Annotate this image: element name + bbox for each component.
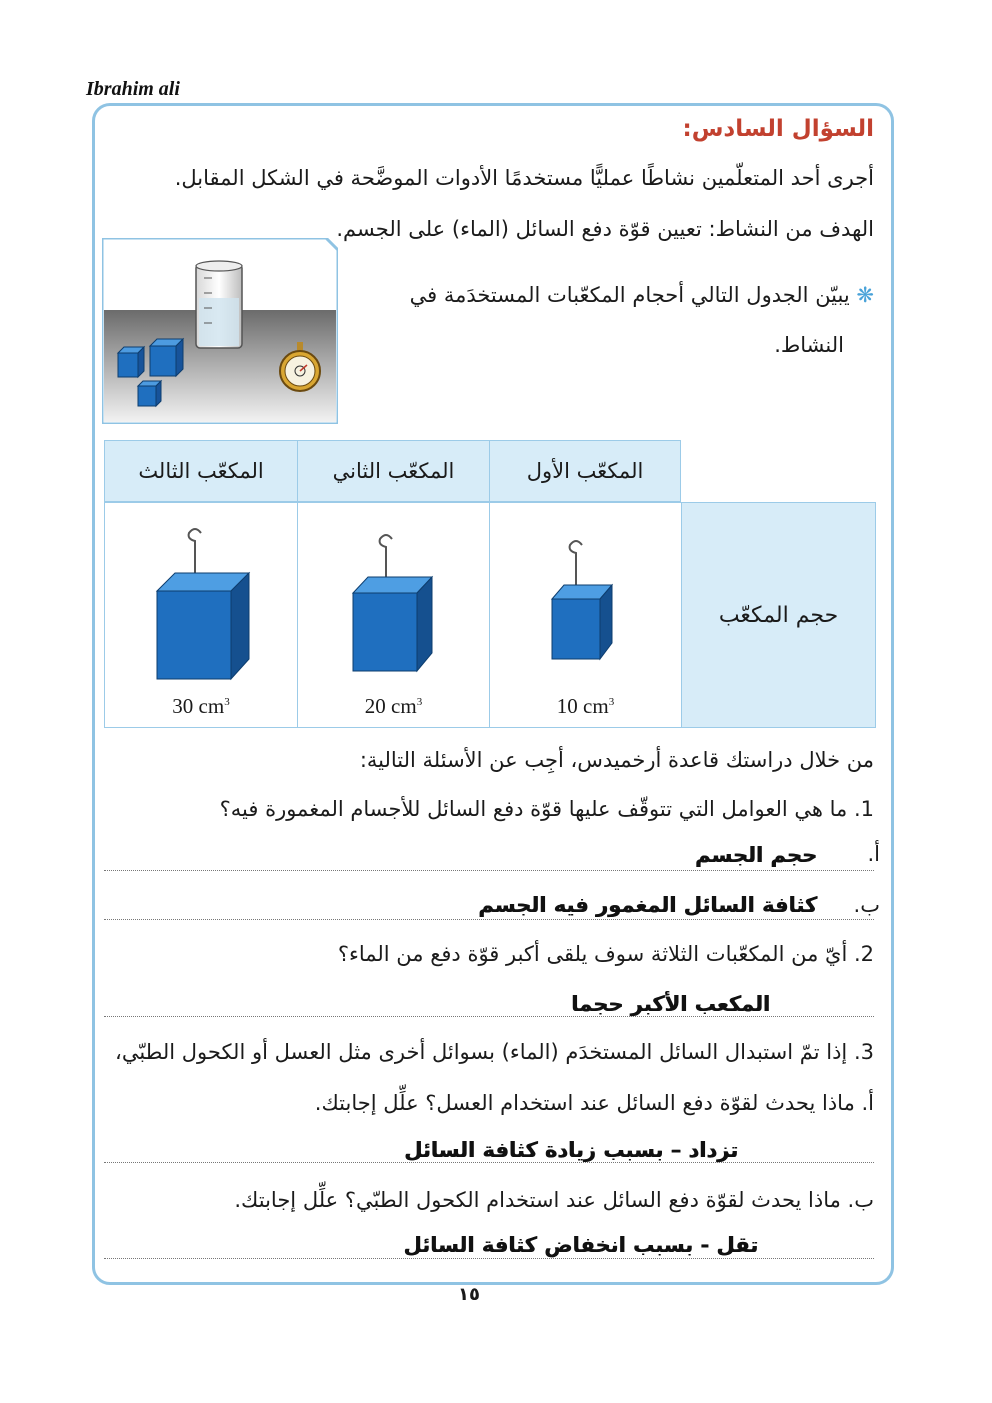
header-cube-2: المكعّب الثاني: [297, 440, 490, 502]
volume-cube-2: 20 $cm^3$: [364, 694, 423, 718]
small-cube-icon: [118, 347, 144, 377]
beaker-icon: [196, 261, 242, 348]
question-3a: أ. ماذا يحدث لقوّة دفع السائل عند استخدام العسل؟ علِّل إجابتك.: [314, 1091, 874, 1115]
questions-lead: من خلال دراستك قاعدة أرخميدس، أجِب عن الأسئلة التالية:: [359, 748, 874, 772]
volume-cube-3: 30 $cm^3$: [172, 694, 230, 718]
q1-b-label: ب.: [853, 893, 880, 917]
author-name: Ibrahim ali: [86, 78, 180, 100]
apparatus-figure: [102, 238, 338, 424]
cell-cube-1: [489, 502, 682, 728]
header-cube-3: المكعّب الثالث: [104, 440, 298, 502]
answer-line-1a: [104, 870, 874, 871]
q1-b-answer: كثافة السائل المغمور فيه الجسم: [478, 893, 817, 917]
table-intro-text: يبيّن الجدول التالي أحجام المكعّبات المستخدَمة في: [409, 283, 850, 307]
question-title: السؤال السادس:: [682, 116, 874, 142]
cube-2-icon: [350, 531, 436, 681]
question-2: 2. أيّ من المكعّبات الثلاثة سوف يلقى أكبر قوّة دفع من الماء؟: [337, 942, 874, 966]
answer-line-1b: [104, 919, 874, 920]
answer-line-3b: [104, 1258, 874, 1259]
table-intro-line-2: النشاط.: [774, 333, 844, 357]
question-3: 3. إذا تمّ استبدال السائل المستخدَم (الماء) بسوائل أخرى مثل العسل أو الكحول الطبّي،: [115, 1040, 874, 1064]
intro-line-2: الهدف من النشاط: تعيين قوّة دفع السائل (الماء) على الجسم.: [336, 217, 874, 241]
cell-cube-3: [104, 502, 298, 728]
q3-b-answer: تقل - بسبب انخفاض كثافة السائل: [403, 1233, 758, 1257]
cell-cube-2: [297, 502, 490, 728]
q3-a-answer: تزداد – بسبب زيادة كثافة السائل: [404, 1138, 738, 1162]
table-intro-line-1: [410, 283, 874, 307]
large-cube-icon: [150, 339, 183, 376]
bullet-icon: ❋: [856, 283, 874, 307]
cube-volume-table: [104, 440, 876, 730]
question-1: 1. ما هي العوامل التي تتوقّف عليها قوّة دفع السائل للأجسام المغمورة فيه؟: [219, 797, 874, 821]
row-label-cube-volume: حجم المكعّب: [681, 502, 876, 728]
q1-a-label: أ.: [867, 842, 880, 866]
header-cube-1: المكعّب الأول: [489, 440, 681, 502]
question-3b: ب. ماذا يحدث لقوّة دفع السائل عند استخدام الكحول الطبّي؟ علِّل إجابتك.: [234, 1188, 874, 1212]
volume-cube-1: 10 $cm^3$: [556, 694, 615, 718]
intro-line-1: أجرى أحد المتعلّمين نشاطًا عمليًّا مستخدمًا الأدوات الموضَّحة في الشكل المقابل.: [174, 166, 874, 190]
page-number: ١٥: [458, 1284, 480, 1305]
cube-1-icon: [550, 537, 620, 667]
answer-line-2: [104, 1016, 874, 1017]
medium-cube-icon: [138, 381, 161, 406]
q2-answer: المكعب الأكبر حجما: [571, 992, 770, 1016]
cube-3-icon: [153, 525, 253, 687]
answer-line-3a: [104, 1162, 874, 1163]
q1-a-answer: حجم الجسم: [694, 843, 817, 867]
